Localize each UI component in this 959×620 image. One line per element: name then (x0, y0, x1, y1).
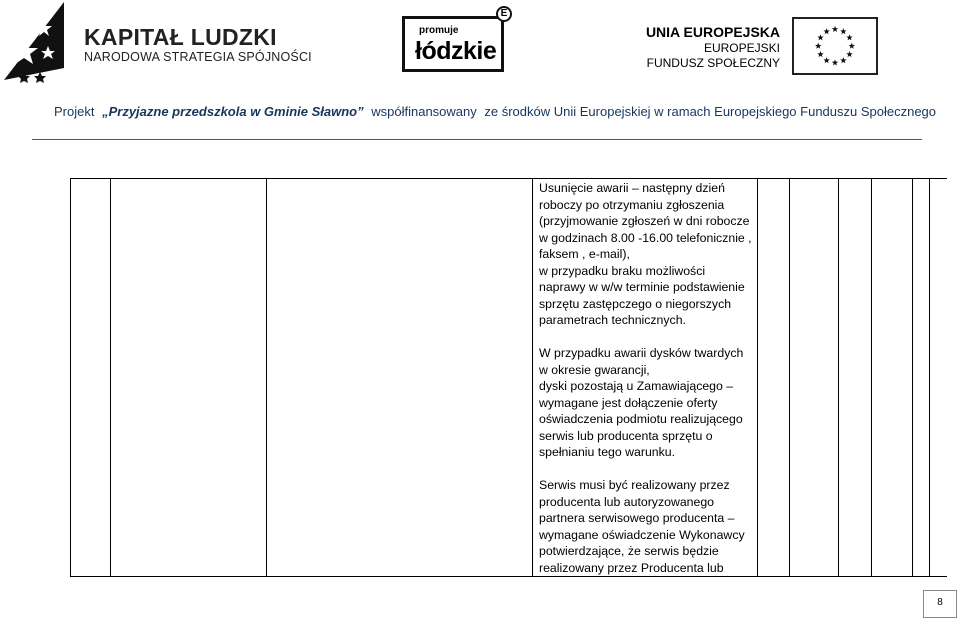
eu-star (846, 34, 852, 40)
table-cell-service-terms (539, 180, 757, 576)
eu-line-3: FUNDUSZ SPOŁECZNY (646, 56, 780, 70)
lodzkie-main-text: łódzkie (415, 37, 497, 65)
cell-text-line: w godzinach 8.00 -16.00 telefonicznie , (539, 230, 752, 245)
table-frame (70, 178, 947, 577)
cell-text-line: producenta lub autoryzowanego (539, 494, 715, 509)
project-suffix-1: współfinansowany (371, 104, 477, 119)
eu-text-block (646, 24, 780, 71)
eu-star (817, 51, 823, 57)
promuje-lodzkie-logo (402, 6, 518, 74)
table-column-border (789, 178, 790, 577)
table-column-border (871, 178, 872, 577)
cell-text-line: spełnianiu tego warunku. (539, 445, 676, 459)
lodzkie-top-text: promuje (419, 25, 459, 36)
lodzkie-e-badge: E (496, 6, 512, 22)
table-column-border (110, 178, 111, 577)
cell-text-line: w przypadku braku możliwości (539, 263, 706, 278)
cell-text-line: Usunięcie awarii – następny dzień (539, 181, 725, 195)
cell-text-line: naprawy w w/w terminie podstawienie (539, 280, 745, 294)
eu-star (832, 26, 838, 32)
eu-star (823, 57, 829, 63)
eu-star (849, 43, 855, 49)
eu-star (815, 43, 821, 49)
cell-text-line: (przyjmowanie zgłoszeń w dni robocze (539, 214, 750, 228)
cell-text-line: roboczy po otrzymaniu zgłoszenia (539, 197, 725, 212)
table-column-border (929, 178, 930, 577)
project-name: „Przyjazne przedszkola w Gminie Sławno” (102, 104, 364, 119)
table-column-border (266, 178, 267, 577)
project-prefix: Projekt (54, 104, 95, 119)
table-column-border (838, 178, 839, 577)
cell-text-line: dyski pozostają u Zamawiającego – (539, 379, 734, 393)
cell-text-line: w okresie gwarancji, (539, 362, 650, 377)
cell-text-line: Serwis musi być realizowany przez (539, 478, 730, 492)
eu-flag-icon (792, 17, 878, 75)
page-number: 8 (923, 590, 957, 618)
cell-text-line: realizowany przez Producenta lub (539, 560, 724, 575)
cell-text-line: sprzętu zastępczego o niegorszych (539, 296, 732, 311)
header-divider (32, 139, 922, 140)
cell-text-line: W przypadku awarii dysków twardych (539, 346, 744, 360)
eu-star (832, 59, 838, 65)
cell-text-line: wymagane oświadczenie Wykonawcy (539, 527, 745, 542)
lodzkie-frame (402, 16, 504, 72)
table-column-border (757, 178, 758, 577)
cell-text-line: faksem , e-mail), (539, 247, 630, 261)
eu-star (840, 57, 846, 63)
kapital-ludzki-logo (4, 2, 64, 86)
cell-text-line: oświadczenia podmiotu realizującego (539, 412, 743, 426)
cell-text-line: parametrach technicznych. (539, 313, 686, 327)
project-suffix-2: ze środków Unii Europejskiej w ramach Europejskiego Funduszu Społecznego (484, 104, 937, 119)
paragraph-gap (539, 461, 757, 478)
project-line (54, 104, 940, 119)
table-column-border (532, 178, 533, 577)
eu-line-1: UNIA EUROPEJSKA (645, 24, 780, 40)
paragraph-gap (539, 329, 757, 346)
eu-star (846, 51, 852, 57)
cell-text-line: potwierdzające, że serwis będzie (539, 544, 719, 558)
cell-text-line: wymagane jest dołączenie oferty (539, 395, 718, 410)
table-column-border (912, 178, 913, 577)
kapital-ludzki-subtitle: NARODOWA STRATEGIA SPÓJNOŚCI (84, 50, 312, 64)
eu-star (840, 28, 846, 34)
eu-line-2: EUROPEJSKI (703, 41, 780, 55)
eu-star (823, 28, 829, 34)
cell-text-line: serwis lub producenta sprzętu o (539, 428, 713, 443)
cell-text-line: partnera serwisowego producenta – (539, 511, 735, 525)
kapital-ludzki-title: KAPITAŁ LUDZKI (84, 24, 277, 50)
eu-star (817, 34, 823, 40)
